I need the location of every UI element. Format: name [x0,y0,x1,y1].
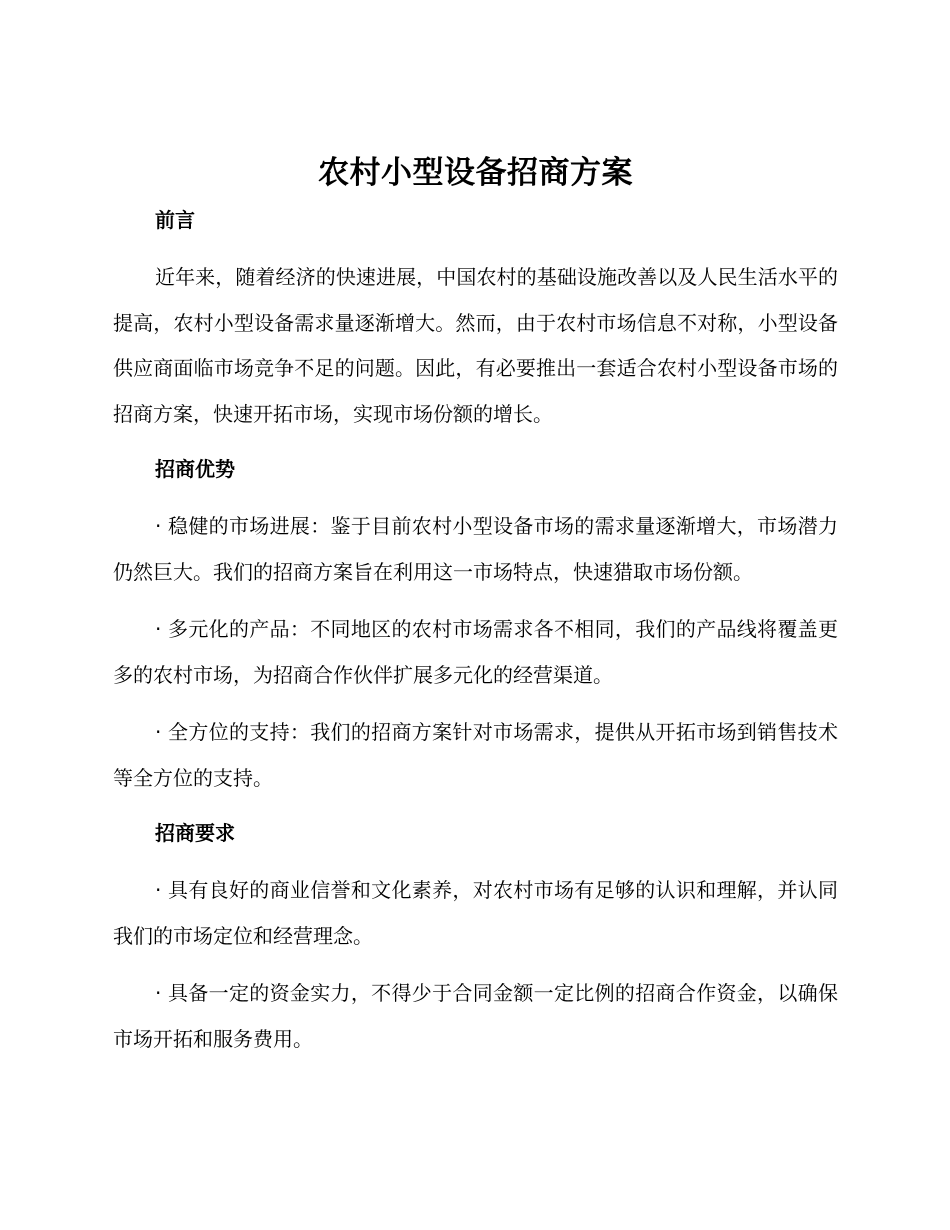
section-heading-requirements: 招商要求 [155,821,235,845]
section-heading-preface: 前言 [155,208,195,232]
preface-paragraph: 近年来，随着经济的快速进展，中国农村的基础设施改善以及人民生活水平的提高，农村小型设备需求量逐渐增大。然而，由于农村市场信息不对称，小型设备供应商面临市场竞争不足的问题。因此，有必要推出一套适合农村小型设备市场的招商方案，快速开拓市场，实现市场份额的增长。 [113,265,838,426]
advantage-item-full-support: · 全方位的支持：我们的招商方案针对市场需求，提供从开拓市场到销售技术等全方位的支持。 [113,720,838,790]
requirement-item-reputation: · 具有良好的商业信誉和文化素养，对农村市场有足够的认识和理解，并认同我们的市场定位和经营理念。 [113,878,838,948]
document-body [113,148,838,1062]
advantage-item-stable-market: · 稳健的市场进展：鉴于目前农村小型设备市场的需求量逐渐增大，市场潜力仍然巨大。我们的招商方案旨在利用这一市场特点，快速猎取市场份额。 [113,514,838,584]
requirement-item-capital: · 具备一定的资金实力，不得少于合同金额一定比例的招商合作资金，以确保市场开拓和服务费用。 [113,981,838,1051]
section-heading-advantages: 招商优势 [155,457,235,481]
advantage-item-diverse-products: · 多元化的产品：不同地区的农村市场需求各不相同，我们的产品线将覆盖更多的农村市场，为招商合作伙伴扩展多元化的经营渠道。 [113,617,838,687]
document-title: 农村小型设备招商方案 [318,155,633,191]
